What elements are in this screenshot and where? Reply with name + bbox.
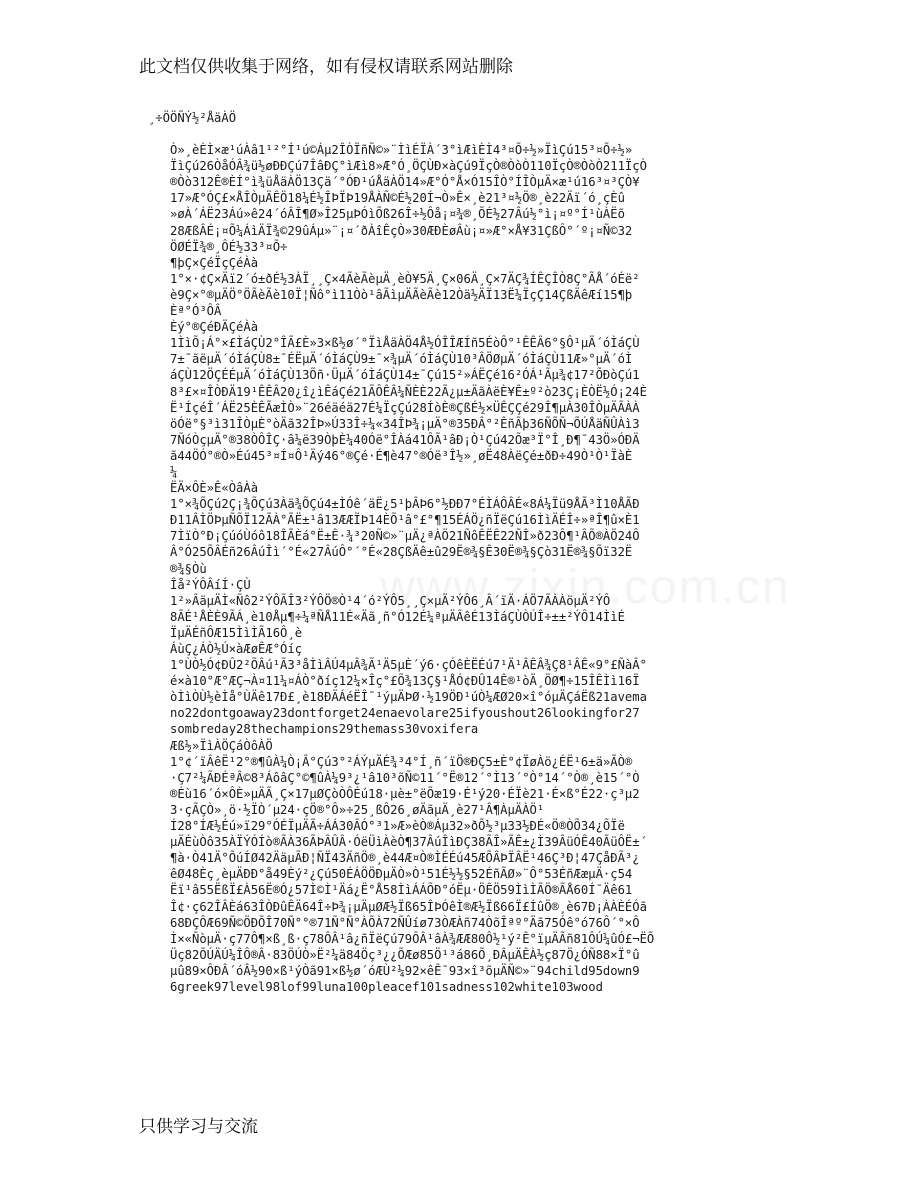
text-line: ®¾§Òù	[170, 561, 207, 576]
text-line: ¶à·Ò41Ä°ÕúÍØ42ÄäµÃÐ¦ÑÏ43ÄñÖ®¸è44Æ¤Ò®ÌÉÉú45ÆÕÂÞÏÂË¹46Ç³Ð¦47ÇåÐÃ³¿	[170, 851, 640, 866]
text-line: Ò»¸èÈÌ×æ¹úÀâ1¹²°Í¹ú©Áµ2ÎÒÏñÑ©»¨ÌìÉÏÀ´3°ìÆìÈÌ4³¤Õ÷½»ÏìÇú15³¤Õ÷½»	[170, 143, 633, 158]
page-footer: 只供学习与交流	[139, 1117, 258, 1137]
text-line: ã44ÖÓ°®Ò»Éú45³¤Í¤Ô¹Äý46°®Çé·É¶è47°®Óë³Î½»¸øË48ÀëÇé±ðÐ÷49Ò¹Ò¹ÏàÈ	[170, 448, 633, 463]
text-line: 1ÌìÕ¡Á°×£ÌáÇÙ2°ÎÃ£È»3×ß½ø´°ÏìÅäÀÖ4Å½ÓÎÎÆÍñ5ÉòÔ°¹ÊÊÂ6°§Ô¹µÄ´óÌáÇÙ	[170, 336, 640, 351]
text-line: Ð11ÂÌÖÞµÑÕÏ12ÃÀ°ÃË±¹â13ÆÆÏÞ14ÈÕ¹â°£°¶15ÉÁÖ¿ñÏëÇú16ÌìÄÉÎ÷»ªÎ¶û×È1	[170, 513, 640, 528]
text-line: öÓë°§³ì31ÎÒµÈ°òÄã32ÎÞ»Ú33Î÷¼«34ÎÞ¾¡µÄ°®35ÐÂ°²ÊñÃþ36ÑÕÑ¬ÕÚÅäÑÛÀì3	[170, 416, 640, 431]
text-line: ®Òò312Ê®ÈÍ°ì¾üÅäÀÖ13Çä´°ÓÐ¹úÅäÀÖ14»Æ°Ó°Å×Ó15ÎÒ°ÍÎÒµÄ×æ¹ú16³¤³ÇÒ¥	[170, 175, 640, 190]
text-line: 28ÆßÂÉ¡¤Õ¼ÁìÄÏ¾©29ûÁµ»¨¡¤´ðÀîÊçÒ»30ÆÐÈøÂù¡¤»Æ°×Å¥31ÇßÔ°´º¡¤Ñ©32	[170, 223, 633, 238]
text-line: Üç82ÕÚÄÚ¼ÎÔ®Â·83ÖÚÒ»Ë²¼ä84Öç³¿¿ÕÆø85Ö¹³á86Õ¸ÐÂµÄÊÀ½ç87Ö¿ÓÑ88×Ï°û	[170, 947, 640, 962]
text-line: »øÀ´ÁË23Áú»ê24´óÂÎ¶Ø»Î25µÞÓìÕß26Î÷½Ôå¡¤¾®¸ÕÉ½27Âú½°ì¡¤º°Í¹ùÀËõ	[170, 207, 625, 222]
text-line: 1°¢´ïÂêË¹2°®¶ûÀ¼Ò¡Â°Çú3°²ÁÝµÄÉ¾³4°Í¸ñ´ïÖ®ÐÇ5±È°¢ÏøÀö¿ÉË¹6±ä»ÃÒ®	[170, 754, 633, 769]
text-line: 8ÃÉ¹ÅÈÈ9ÃÁ¸è10Åµ¶÷¼ªÑÅ11É«Äã¸ñ°Ó12É¼ªµÄÂêÉ13ÌáÇÙÒÚÎ÷±±²ÝÔ14ÌìÉ	[170, 609, 625, 624]
text-line: Îå²ÝÔÂíÍ·ÇÙ	[170, 577, 251, 592]
text-line: è9Ç×°®µÄÖ°ÖÃèÃè10Ï¦Ñô°ì11Òò¹âÃìµÄÃèÃè12Òä½ÄÏ13Ë¼ÏçÇ14ÇßÄêÆí15¶þ	[170, 287, 633, 302]
text-line: Î¢·ç62ÎÂÈá63ÎÒÐûÊÄ64Î÷Þ¾¡µÄµØÆ½Ïß65ÎÞÓêÌ®Æ½Ïß66Ï£ÍûÖ®¸è67Ð¡ÀÀÈÉÓã	[170, 899, 647, 914]
text-line: òÌìÒÙ½èÌå°ÙÄê17Ð£¸è18ÐÄÁéËÎ¯¹ýµÄÞØ·½19ÖÐ¹úÒ¼ÆØ20×î°óµÄÇáËß21avema	[170, 690, 647, 705]
text-line: 3·çÃÇÒ»¸ö·½ÏÒ´µ24·çÖ®°Ô»÷25¸ßÔ26¸øÄãµÄ¸è27¹Â¶ÀµÄÀÖ¹	[170, 802, 545, 817]
text-line: 1²»ÂäµÄÌ«Ñô2²ÝÔÃÎ3²ÝÔÖ®Ò¹4´ó²ÝÔ5¸¸Ç×µÄ²ÝÔ6¸Â´ïÄ·ÁÖ7ÃÀÀöµÄ²ÝÔ	[170, 593, 611, 608]
text-line: ¶þÇ×ÇéÏçÇéÀà	[170, 255, 259, 270]
text-line: ¼	[170, 464, 178, 479]
text-line: µû89×ÔÐÂ´óÂ½90×ß¹ýÒã91×ß½ø´óÆÙ²¼92×êÊ¯93×î³õµÄÑ©»¨94child95down9	[170, 963, 640, 978]
text-line: 7ÑóÒçµÄ°®38ÒÔÎÇ·â¼ë39ÒþÈ¼40Óë°ÎÀá41ÔÃ¹âÐ¡Ò¹Çú42Õæ³Ï°Î¸Ð¶¯43Ö»ÓÐÄ	[170, 432, 640, 447]
text-line: Ì×«ÑòµÄ·ç77Ô¶×ß¸ß·ç78ÔÂ¹â¿ñÏëÇú79ÔÂ¹âÀ¾ÆÆ80Ô½¹ý²Ê°ïµÄÃñ81ÔÚ¼ûÓ£¬ËÕ	[170, 931, 655, 946]
text-line: Æß½»ÏìÀÖÇáÒôÀÖ	[170, 738, 273, 753]
document-body	[148, 110, 788, 995]
text-line: Â°Ó25ÕÂÉñ26ÂúÎì´°É«27ÂúÔ°´°É«28ÇßÄê±û29Ë®¾§Ê30Ë®¾§Çò31Ë®¾§Õï32Ë	[170, 545, 633, 560]
text-line: Ë¹ÍçéÎ´ÁË25ÈÊÃæÌÒ»¨26éäéä27É¼ÏçÇú28ÍòÈ®ÇßÉ½×ÜÊÇÇé29Î¶µÀ30ÎÒµÄÃÀÀ	[170, 400, 640, 415]
text-line: Ëï¹â55ËßÏ£À56Ë®Ó¿57Ì©Ì¹Äá¿Ë°Å58ÌìÁÁÕÐ°óËµ·ÖÊÖ59ÌìÌÃÖ®ÃÅ60Í¯Äê61	[170, 883, 633, 898]
text-line: sombreday28thechampions29themass30voxifera	[170, 722, 479, 737]
text-line: é×à10°Æ°ÆÇ¬À¤11¼¤ÁÒ°ðíç12¼×Îç°£Õ¾13Ç§¹ÅÓ¢ÐÛ14Ê®¹òÄ¸ÖØ¶÷15ÎÊÌì16Ï	[170, 674, 640, 689]
text-line: áÇÙ12ÖÇÉÉµÄ´óÌáÇÙ13Õñ·ÜµÄ´óÌáÇÙ14±¯Çú15²»ÁËÇé16²ÓÁ¹Ãµ¾¢17²ÕÐòÇú1	[170, 368, 640, 383]
text-line: 1°×·¢Ç×Äï2´ó±ðÉ½3ÀÏ¸¸Ç×4ÃèÃèµÄ¸èÒ¥5Ä¸Ç×06Ä¸Ç×7ÄÇ¾ÍÊÇÎÒ8Ç°ÃÅ´óÉë²	[170, 271, 640, 286]
text-line: Èý°®ÇéÐÄÇéÀà	[170, 320, 259, 335]
text-line: µÄÉùÒô35ÀÏÝÓÍò®ÃÀ36ÃÞÂÛÂ·ÓëÜìÀèÒ¶37ÂúÎìÐÇ38ÃÎ»ÃÊ±¿Ì39ÂüÓÊ40ÃüÔË±´	[170, 835, 647, 850]
text-line: ®Éù16´ó×ÔÈ»µÄÃ¸Ç×17µØÇòÒÔÉú18·µè±°ëÕæ19·É¹ý20·ÉÏè21·É×ß°É22·ç³µ2	[170, 786, 640, 801]
page-header: 此文档仅供收集于网络，如有侵权请联系网站删除	[139, 57, 513, 77]
text-line: 1°ÙÒ½Ó¢ÐÛ2²ÕÂú¹Ã3³åÌìÂÚ4µÂ¾Ã¹Ä5µÈ´ý6·çÓêÈËÉú7¹Ä¹ÂÊÂ¾Ç8¹ÂÊ«9°£ÑàÂ°	[170, 658, 647, 673]
text-line: 7ÌïÒ°Ð¡ÇúóÙóô18ÎÃÈá°Ë±Ê·¾³20Ñ©»¨µÄ¿ªÀÖ21ÑôÊËÊ22ÑÎ»ð23Ô¶¹ÂÕ®ÀÖ24Ô	[170, 529, 640, 544]
text-line: ËÄ×ÔÈ»Ê«ÒâÀà	[170, 481, 259, 496]
text-line: 1°×¾ÕÇú2Ç¡¾ÕÇú3Àä¾ÕÇú4±ÌÓê´äË¿5¹þÂÞ6°½ÐÐ7°ÉÌÁÔÂÉ«8Á¼Ïü9ÅÃ³Ì10ÅÃÐ	[170, 497, 640, 512]
text-line: Í28°ÍÆ½Éú»ï29°ÓÉÏµÄÃ÷ÁÁ30ÂÓ°³1»Æ»èÒ®Áµ32»ðÕ½³µ33½ÐÉ«Ö®ÒÕ34¿ÕÏë	[170, 819, 625, 834]
text-line: ÏµÄÉñÔÆ15ÌìÌÃ16Ô¸è	[170, 625, 303, 640]
text-line: 17»Æ°ÓÇ£×ÅÎÒµÄÊÖ18¼É½ÎÞÏÞ19ÅÀÑ©É½20Í¬Ò»Ê×¸è21³¤½Ö®¸è22Äï´ó¸çÈû	[170, 191, 625, 206]
text-line: 68ÐÇÔÆ69Ñ©ÖÐÕÎ70Ñ°°®71Ñ°Ñ°ÀÕÀ72ÑÛíø73ÒÆÀñ74ÒõÎªº°Äã75Óê°ó76Ô´°×Ô	[170, 915, 640, 930]
text-line: ÖØÉÏ¾®¸ÔÉ½33³¤Õ÷	[170, 239, 288, 254]
text-line: Èª°Ó³ÔÂ	[170, 304, 222, 319]
text-line: 7±¯ãëµÄ´óÌáÇÙ8±¯ÉËµÄ´óÌáÇÙ9±¯×¾µÄ´óÌáÇÙ10³ÂÖØµÄ´óÌáÇÙ11Æ»°µÄ´óÌ	[170, 352, 633, 367]
text-line: êØ48Èç¸èµÄÐÐ°å49Èý²¿Çú50ÉÁÖÖÐµÄÒ»Ò¹51É½½§52ÉñÃØ»¨Ô°53ÉñÆæµÄ·ç54	[170, 867, 633, 882]
text-line: ÁùÇ¿ÁÒ½Ú×àÆøÊÆ°Óíç	[170, 642, 303, 656]
text-line: ÏìÇú26ÒåÓÂ¾ü½øÐÐÇú7ÎâÐÇ°ìÆì8»Æ°Ó¸ÖÇÙÐ×àÇú9ÏçÒ®ÒòÒ110ÏçÒ®ÒòÒ211ÏçÒ	[170, 159, 647, 174]
document-title: ¸÷ÖÖÑÝ½²ÅäÀÖ	[148, 111, 237, 125]
text-line: ·Ç7²¼ÃÐÉªÂ©8³ÁôâÇ°©¶ûÀ¼9³¿¹â10³õÑ©11´°Ë®12´°Ì13´°Ò°14´°Ò®¸è15´°Ò	[170, 770, 640, 785]
text-line: no22dontgoaway23dontforget24enaevolare25ifyoushout26lookingfor27	[170, 706, 640, 721]
text-line: 6greek97level98lof99luna100pleacef101sadness102white103wood	[170, 979, 603, 994]
text-line: 8³£×¤ÎÒÐÄ19¹ÊÊÂ20¿î¿ìÊáÇé21ÃÔÊÂ¼ÑÈÈ22Ã¿µ±ÄãÀëÈ¥Ê±º²ò23Ç¡ÈÒË½Ó¡24È	[170, 384, 647, 399]
music-list	[170, 142, 788, 995]
spacer	[148, 126, 788, 142]
